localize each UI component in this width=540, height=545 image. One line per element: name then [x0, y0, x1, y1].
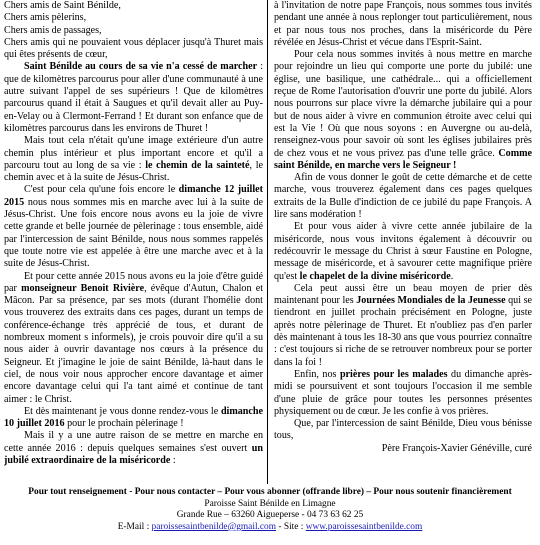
paragraph — [274, 369, 532, 418]
text-run: C'est pour cela qu'une fois encore le — [24, 184, 179, 196]
contact-footer — [0, 487, 540, 533]
greeting-line: Chers amis pèlerins, — [4, 12, 87, 24]
text-run: , évêque d'Autun, Chalon et Mâcon. Par sa présence, par ses mots (durant l'homélie dont vous trouverez des extraits dans ces pages, durant un temps de conférence-échange très apprécié de tous, et durant de nombreux moment s informels), je crois pouvoir dire qu'il a su nous aider à ouvrir davantage nos cœurs à la présence du Seigneur. Et j'imagine le joie de saint Bénilde, là-haut dans le ciel, de nous voir nous approcher encore davantage et aimer encore davantage celui qui l'a tant aimé et continue de tant aimer : le Christ. — [4, 282, 264, 405]
text-run: . — [450, 270, 454, 282]
paragraph — [274, 221, 532, 282]
paragraph — [4, 430, 263, 467]
paragraph — [4, 406, 263, 431]
parish-address: Grande Rue – 63260 Aigueperse - 04 73 63 62 25 — [176, 510, 364, 521]
paragraph: Afin de vous donner le goût de cette démarche et de cette marche, vous trouverez également dans ces pages quelques extraits de la Bulle d'indiction de ce jubilé du pape François. A lire sans modération ! — [274, 172, 532, 221]
text-run: Mais tout cela n'était qu'une image extérieure d'un autre chemin plus intérieur et plus important encore et qu'il a parcouru tout au long de sa vie : — [4, 135, 263, 171]
bold-phrase: monseigneur Benoit Rivière — [21, 282, 145, 294]
text-run: Enfin, nos — [294, 368, 340, 380]
paragraph: Que, par l'intercession de saint Bénilde, Dieu vous bénisse tous, — [274, 418, 532, 442]
website-link[interactable]: www.paroissesaintbenilde.com — [305, 521, 423, 532]
email-label: E-Mail : — [117, 521, 152, 532]
email-link[interactable]: paroissesaintbenilde@gmail.com — [151, 521, 277, 532]
text-run: , le chemin avec et à la suite de Jésus-Christ. — [4, 159, 263, 184]
bold-phrase: un jubilé extraordinaire de la miséricorde — [4, 442, 263, 466]
text-run: nous nous sommes mis en marche avec lui à la suite de Jésus-Christ. Une fois encore nous avons eu la joie de vivre cette grande et belle journée de pèlerinage : tous ensemble, aidé par l'intercession de saint Bénilde, nous nous sommes rappelés que toute notre vie est appelée à être une marche avec et à la suite de Jésus-Christ. — [4, 196, 263, 270]
paragraph — [4, 184, 263, 270]
paragraph — [4, 271, 263, 406]
text-run: Et pour cette année 2015 nous avons eu la joie d'être guidé par — [4, 270, 263, 294]
site-label: - Site : — [276, 521, 306, 532]
bold-phrase: dimanche 10 juillet 2016 — [4, 405, 263, 430]
footer-contact-line — [0, 522, 540, 534]
left-column — [4, 0, 268, 484]
bold-phrase: le chapelet de la divine miséricorde — [299, 270, 451, 282]
greeting-line: Chers amis de Saint Bénilde, — [4, 0, 121, 11]
text-run: Mais il y a une autre raison de se mettre en marche en cette année 2016 : depuis quelques semaines s'est ouvert — [4, 430, 263, 454]
text-run: : — [170, 454, 176, 466]
text-run: Et dès maintenant je vous donne rendez-vous le — [24, 405, 221, 417]
text-run: Et pour vous aider à vivre cette année jubilaire de la miséricorde, nous vous invitons également à découvrir ou redécouvrir le message du Christ à sœur Faustine en Pologne, message de miséricorde, et à savourer cette magnifique prière qu'est — [274, 221, 532, 282]
bold-phrase: Comme saint Bénilde, en marche vers le Seigneur ! — [274, 147, 532, 171]
paragraph — [274, 49, 532, 172]
footer-heading: Pour tout renseignement - Pour nous contacter – Pour vous abonner (offrande libre) – Pour nous soutenir financièrement — [28, 487, 512, 497]
text-run: qui se tiendront en juillet prochain précisément en Pologne, juste après notre pèlerinage de Thuret. Et n'oubliez pas d'en parler dès maintenant à tous les 18-30 ans que vous pourriez connaître : c'est toujours si riche de se retrouver nombreux pour se porter dans la foi ! — [274, 295, 532, 368]
paragraph: à l'invitation de notre pape François, nous sommes tous invités pendant une année à nous replonger tout particulièrement, nous et par nous tous nos proches, dans la miséricorde du Père révélée en Jésus-Christ et vécue dans l'Esprit-Saint. — [274, 0, 532, 48]
text-run: pour le prochain pèlerinage ! — [64, 418, 184, 430]
right-column — [268, 0, 532, 484]
article-columns — [4, 0, 536, 484]
bold-phrase: dimanche 12 juillet 2015 — [4, 184, 263, 208]
text-run: Cela peut aussi être un beau moyen de prier dès maintenant pour les — [274, 282, 532, 307]
signature: Père François-Xavier Généville, curé — [381, 442, 532, 454]
text-run: Pour cela nous sommes invités à nous mettre en marche pour rejoindre un lieu qui comporte une porte du jubilé: une église, une basilique, une cathédrale... qui a officiellement reçue de Rome l'autorisation d'ouvrir une porte du jubilé. Alors nous pourrons sur place vivre la démarche jubilaire qui a pour but de nous aider à vivre en communion étroite avec celui qui est la Vie ! Où que nous soyons : en Auvergne ou au-delà, renseignez-vous pour savoir où sont les églises jubilaires près de chez vous et ne vous privez pas d'une telle grâce. — [274, 49, 532, 159]
greeting-line: Chers amis qui ne pouvaient vous déplacer jusqu'à Thuret mais qui êtes présents de cœur, — [4, 36, 263, 61]
paragraph — [4, 135, 263, 184]
text-run: : que de kilomètres parcourus pour aller d'une communauté à une autre suivant l'appel de ses supérieurs ! Que de kilomètres parcourus quand il était à Saugues et qu'il devait aller au Puy-en-Velay ou à Clermont-Ferrand ! Et durant son enfance que de kilomètres parcourus dans les environs de Thuret ! — [4, 61, 263, 134]
parish-name: Paroisse Saint Bénilde en Limagne — [204, 498, 336, 509]
paragraph — [4, 61, 263, 135]
bold-phrase: Saint Bénilde au cours de sa vie n'a cessé de marcher — [24, 61, 258, 73]
text-run: du dimanche après-midi se poursuivent et sont toujours l'occasion il me semble d'une pluie de grâce pour toutes les personnes présentes physiquement ou de cœur. Je les confie à vos prières. — [274, 368, 532, 417]
bold-phrase: Journées Mondiales de la Jeunesse — [356, 295, 506, 307]
paragraph — [274, 283, 532, 369]
bold-phrase: le chemin de la sainteté — [145, 159, 250, 171]
bold-phrase: prières pour les malades — [339, 368, 448, 380]
greeting-line: Chers amis de passages, — [4, 24, 102, 36]
